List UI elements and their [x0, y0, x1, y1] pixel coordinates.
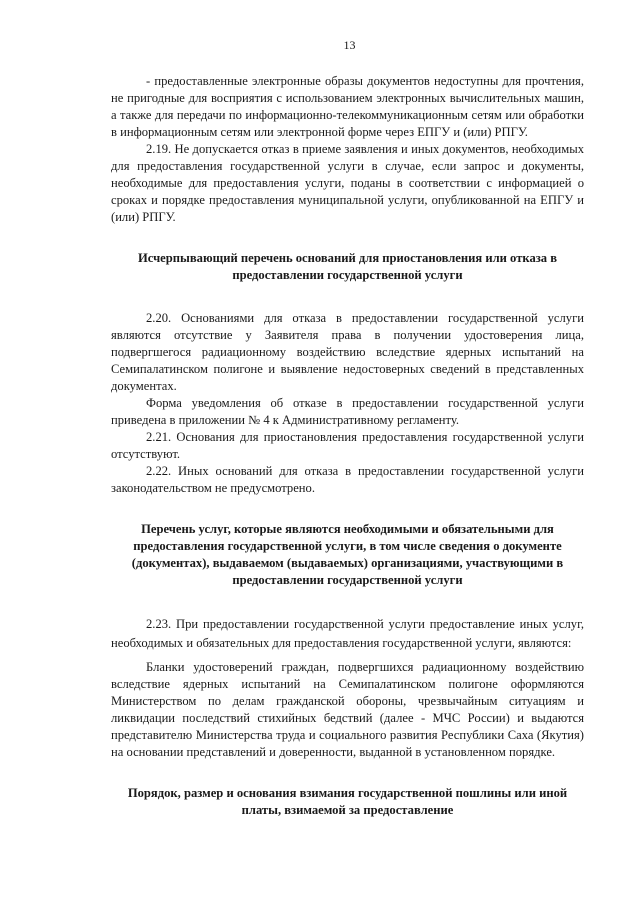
paragraph-electronic-images: - предоставленные электронные образы документов недоступны для прочтения, не пригодные для восприятия с использованием электронных вычислительных машин, а также для передачи по информационно-телекоммуникационным сетям или обработки в информационным сетям или электронной форме через ЕПГУ и (или) РПГУ. [111, 74, 584, 139]
heading-refusal-grounds: Исчерпывающий перечень оснований для приостановления или отказа в предоставлении государственной услуги [137, 251, 558, 282]
paragraph-2-23: 2.23. При предоставлении государственной услуги предоставление иных услуг, необходимых и обязательных для предоставления государственной услуги, являются: [111, 617, 584, 650]
paragraph-refusal-form: Форма уведомления об отказе в предоставлении государственной услуги приведена в приложении № 4 к Административному регламенту. [111, 396, 584, 427]
page-number: 13 [343, 38, 356, 52]
paragraph-certificate-forms: Бланки удостоверений граждан, подвергшихся радиационному воздействию вследствие ядерных испытаний на Семипалатинском полигоне оформляются Министерством по делам гражданской обороны, чрезвычайным ситуациям и ликвидации последствий стихийных бедствий (далее - МЧС России) и выдаются представителю Министерства труда и социального развития Республики Саха (Якутия) на основании представлений и доверенности, выданной в установленном порядке. [111, 660, 584, 759]
paragraph-2-20: 2.20. Основаниями для отказа в предоставлении государственной услуги являются отсутствие у Заявителя права в получении удостоверения лица, подвергшегося радиационному воздействию вследствие ядерных испытаний на Семипалатинском полигоне и выявление недостоверных сведений в представленных документах. [111, 311, 584, 393]
paragraph-2-22: 2.22. Иных оснований для отказа в предоставлении государственной услуги законодательством не предусмотрено. [111, 464, 584, 495]
paragraph-2-19: 2.19. Не допускается отказ в приеме заявления и иных документов, необходимых для предоставления государственной услуги в случае, если запрос и документы, необходимые для предоставления услуги, поданы в соответствии с информацией о сроках и порядке предоставления муниципальной услуги, опубликованной на ЕПГУ и (или) РПГУ. [111, 142, 584, 224]
heading-required-services: Перечень услуг, которые являются необходимыми и обязательными для предоставления государственной услуги, в том числе сведения о документе (документах), выдаваемом (выдаваемых) организациями, участвующими в предоставлении государственной услуги [131, 522, 564, 587]
heading-state-fee: Порядок, размер и основания взимания государственной пошлины или иной платы, взимаемой за предоставление [127, 786, 568, 817]
paragraph-2-21: 2.21. Основания для приостановления предоставления государственной услуги отсутствуют. [111, 430, 584, 461]
